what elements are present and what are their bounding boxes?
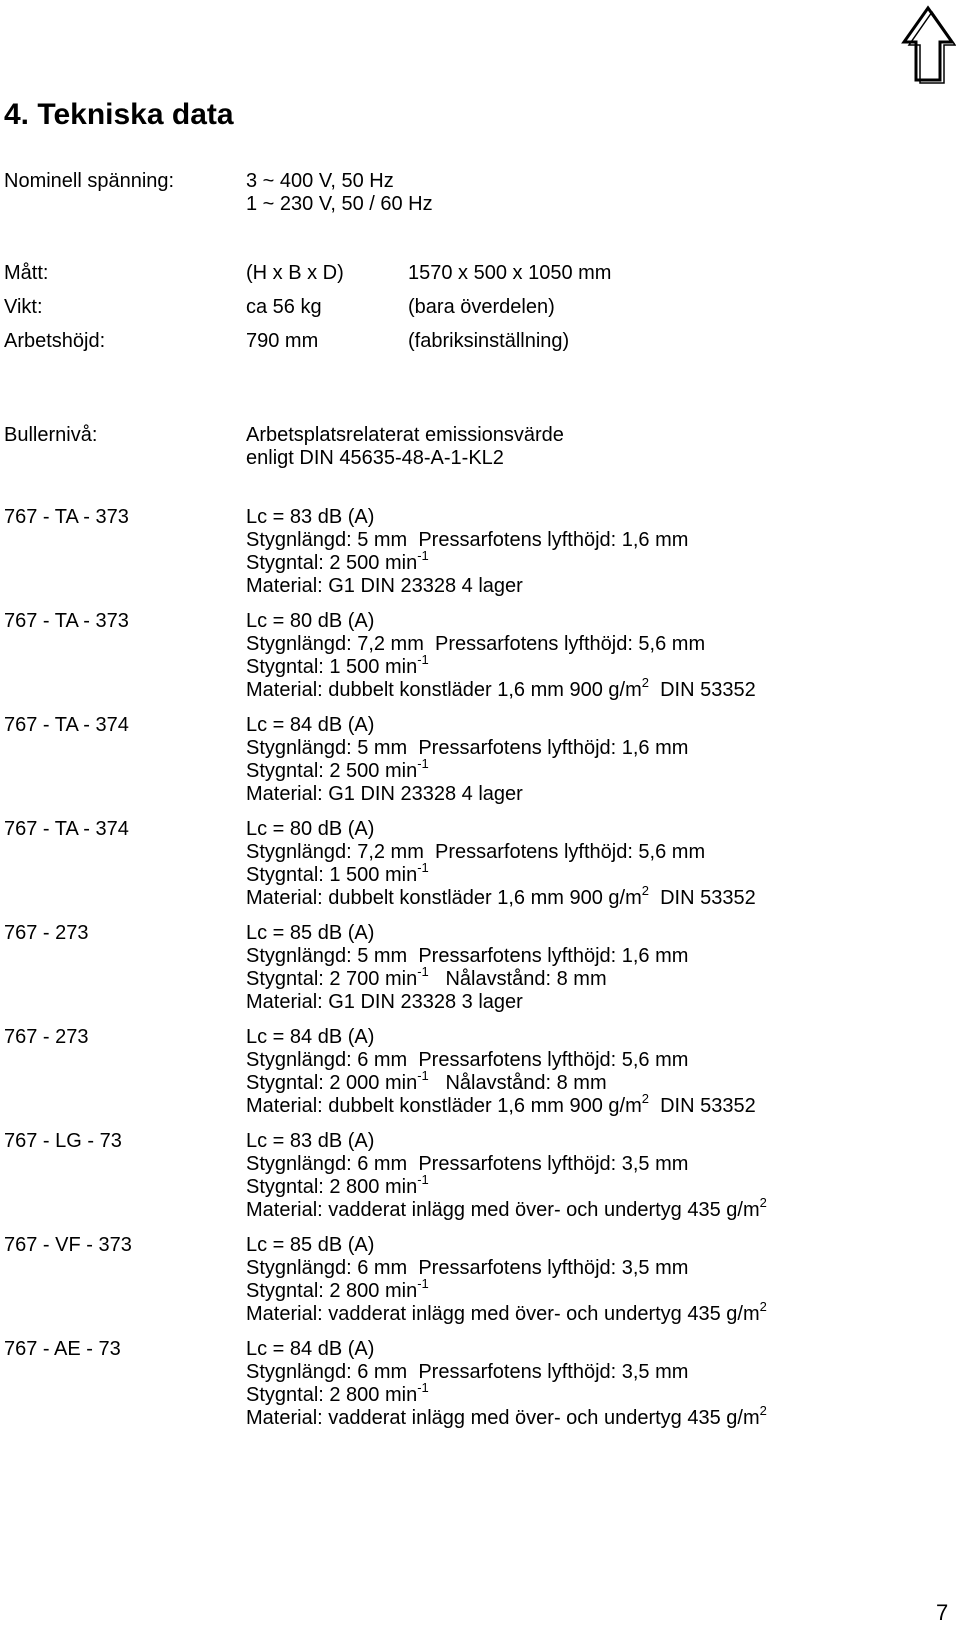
model-spec-block	[246, 1026, 756, 1118]
material-standard: DIN 53352	[649, 679, 756, 701]
presser-lift: Pressarfotens lyfthöjd: 5,6 mm	[435, 633, 706, 655]
presser-lift: Pressarfotens lyfthöjd: 5,6 mm	[418, 1049, 689, 1071]
material: Material: G1 DIN 23328 3 lager	[246, 991, 523, 1013]
model-label: 767 - TA - 373	[4, 610, 129, 632]
stitch-length: Stygnlängd: 6 mm	[246, 1257, 408, 1279]
material-standard: DIN 53352	[649, 887, 756, 909]
material-exponent: 2	[641, 1091, 649, 1106]
page-title: 4. Tekniska data	[4, 98, 234, 131]
stitch-speed: Stygntal: 2 500 min	[246, 552, 418, 574]
voltage-value-1: 3 ~ 400 V, 50 Hz	[246, 170, 394, 192]
model-spec-block	[246, 610, 756, 702]
presser-lift: Pressarfotens lyfthöjd: 5,6 mm	[435, 841, 706, 863]
noise-level: Lc = 84 dB (A)	[246, 1338, 375, 1360]
page-number: 7	[936, 1600, 949, 1625]
stitch-speed: Stygntal: 2 800 min	[246, 1280, 418, 1302]
voltage-label: Nominell spänning:	[4, 170, 175, 192]
weight-value: ca 56 kg	[246, 296, 322, 318]
presser-lift: Pressarfotens lyfthöjd: 3,5 mm	[418, 1361, 689, 1383]
weight-label: Vikt:	[4, 296, 43, 318]
height-value: 790 mm	[246, 330, 319, 352]
material: Material: dubbelt konstläder 1,6 mm 900 g/m	[246, 679, 642, 701]
material-exponent: 2	[641, 675, 649, 690]
stitch-length: Stygnlängd: 5 mm	[246, 737, 408, 759]
speed-exponent: -1	[417, 860, 429, 875]
noise-line-2: enligt DIN 45635-48-A-1-KL2	[246, 447, 504, 469]
noise-level: Lc = 80 dB (A)	[246, 610, 375, 632]
material-exponent: 2	[641, 883, 649, 898]
speed-exponent: -1	[417, 1276, 429, 1291]
model-label: 767 - 273	[4, 1026, 89, 1048]
dims-label: Mått:	[4, 262, 49, 284]
material: Material: dubbelt konstläder 1,6 mm 900 g/m	[246, 1095, 642, 1117]
needle-distance: Nålavstånd: 8 mm	[445, 1072, 607, 1094]
model-label: 767 - AE - 73	[4, 1338, 121, 1360]
material-exponent: 2	[759, 1299, 767, 1314]
stitch-speed: Stygntal: 1 500 min	[246, 864, 418, 886]
stitch-length: Stygnlängd: 7,2 mm	[246, 841, 424, 863]
presser-lift: Pressarfotens lyfthöjd: 3,5 mm	[418, 1257, 689, 1279]
model-spec-block	[246, 714, 688, 806]
noise-label: Bullernivå:	[4, 424, 98, 446]
model-spec-block	[246, 818, 756, 910]
noise-level: Lc = 83 dB (A)	[246, 1130, 375, 1152]
speed-exponent: -1	[417, 548, 429, 563]
material: Material: vadderat inlägg med över- och undertyg 435 g/m	[246, 1303, 760, 1325]
height-label: Arbetshöjd:	[4, 330, 106, 352]
weight-note: (bara överdelen)	[408, 296, 555, 318]
material: Material: vadderat inlägg med över- och undertyg 435 g/m	[246, 1199, 760, 1221]
material-exponent: 2	[759, 1195, 767, 1210]
model-label: 767 - TA - 374	[4, 714, 129, 736]
model-spec-block	[246, 506, 688, 598]
speed-exponent: -1	[417, 1380, 429, 1395]
noise-level: Lc = 85 dB (A)	[246, 1234, 375, 1256]
stitch-speed: Stygntal: 2 700 min	[246, 968, 418, 990]
noise-line-1: Arbetsplatsrelaterat emissionsvärde	[246, 424, 564, 446]
material: Material: vadderat inlägg med över- och undertyg 435 g/m	[246, 1407, 760, 1429]
needle-distance: Nålavstånd: 8 mm	[445, 968, 607, 990]
stitch-speed: Stygntal: 2 800 min	[246, 1176, 418, 1198]
model-label: 767 - 273	[4, 922, 89, 944]
dims-axes: (H x B x D)	[246, 262, 344, 284]
stitch-length: Stygnlängd: 6 mm	[246, 1361, 408, 1383]
height-note: (fabriksinställning)	[408, 330, 570, 352]
model-label: 767 - TA - 373	[4, 506, 129, 528]
model-spec-block	[246, 922, 688, 1014]
presser-lift: Pressarfotens lyfthöjd: 1,6 mm	[418, 945, 689, 967]
noise-level: Lc = 83 dB (A)	[246, 506, 375, 528]
speed-exponent: -1	[417, 652, 429, 667]
dims-value: 1570 x 500 x 1050 mm	[408, 262, 612, 284]
speed-exponent: -1	[417, 1068, 429, 1083]
material: Material: dubbelt konstläder 1,6 mm 900 g/m	[246, 887, 642, 909]
up-arrow-icon[interactable]	[900, 4, 956, 84]
model-label: 767 - TA - 374	[4, 818, 129, 840]
stitch-speed: Stygntal: 2 000 min	[246, 1072, 418, 1094]
noise-level: Lc = 80 dB (A)	[246, 818, 375, 840]
stitch-length: Stygnlängd: 5 mm	[246, 529, 408, 551]
model-label: 767 - LG - 73	[4, 1130, 122, 1152]
material-standard: DIN 53352	[649, 1095, 756, 1117]
presser-lift: Pressarfotens lyfthöjd: 1,6 mm	[418, 529, 689, 551]
speed-exponent: -1	[417, 964, 429, 979]
stitch-speed: Stygntal: 2 800 min	[246, 1384, 418, 1406]
model-label: 767 - VF - 373	[4, 1234, 132, 1256]
material: Material: G1 DIN 23328 4 lager	[246, 575, 523, 597]
noise-level: Lc = 85 dB (A)	[246, 922, 375, 944]
model-spec-block	[246, 1130, 767, 1222]
speed-exponent: -1	[417, 756, 429, 771]
speed-exponent: -1	[417, 1172, 429, 1187]
presser-lift: Pressarfotens lyfthöjd: 3,5 mm	[418, 1153, 689, 1175]
presser-lift: Pressarfotens lyfthöjd: 1,6 mm	[418, 737, 689, 759]
stitch-length: Stygnlängd: 5 mm	[246, 945, 408, 967]
stitch-length: Stygnlängd: 7,2 mm	[246, 633, 424, 655]
model-spec-block	[246, 1338, 767, 1430]
noise-level: Lc = 84 dB (A)	[246, 1026, 375, 1048]
stitch-length: Stygnlängd: 6 mm	[246, 1153, 408, 1175]
material-exponent: 2	[759, 1403, 767, 1418]
model-spec-block	[246, 1234, 767, 1326]
noise-level: Lc = 84 dB (A)	[246, 714, 375, 736]
stitch-speed: Stygntal: 2 500 min	[246, 760, 418, 782]
stitch-length: Stygnlängd: 6 mm	[246, 1049, 408, 1071]
material: Material: G1 DIN 23328 4 lager	[246, 783, 523, 805]
stitch-speed: Stygntal: 1 500 min	[246, 656, 418, 678]
voltage-value-2: 1 ~ 230 V, 50 / 60 Hz	[246, 193, 433, 215]
